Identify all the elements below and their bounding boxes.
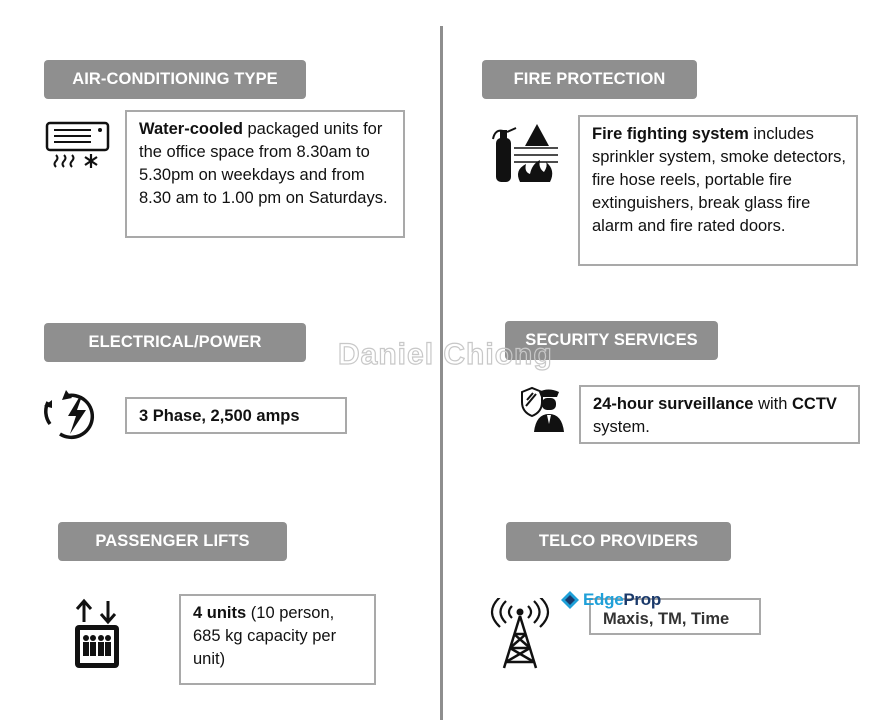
telecom-tower-icon [486,598,554,670]
fire-bold: Fire fighting system [592,125,749,143]
aircon-bold: Water-cooled [139,120,243,138]
electrical-bold: 3 Phase, 2,500 amps [139,407,300,425]
security-text-2: system. [593,418,650,436]
telco-bold: Maxis, TM, Time [603,610,730,628]
security-heading: SECURITY SERVICES [505,321,718,360]
aircon-heading: AIR-CONDITIONING TYPE [44,60,306,99]
security-description [579,385,860,444]
edgeprop-logo-text [583,590,661,610]
edgeprop-logo-prop: Prop [623,590,661,609]
elevator-icon [72,598,122,670]
edgeprop-logo-edge: Edge [583,590,624,609]
aircon-description [125,110,405,238]
electrical-heading: ELECTRICAL/POWER [44,323,306,362]
fire-description [578,115,858,266]
security-bold-2: CCTV [792,395,837,413]
fire-heading: FIRE PROTECTION [482,60,697,99]
center-divider [440,26,443,720]
power-icon [44,388,104,442]
edgeprop-logo [560,590,661,610]
security-bold-1: 24-hour surveillance [593,395,754,413]
electrical-description [125,397,347,434]
aircon-text: packaged units for the office space from 8.30am to 5.30pm on weekdays and from 8.30 am to 1.00 pm on Saturdays. [139,120,388,207]
security-text-1: with [753,395,792,413]
lifts-description [179,594,376,685]
lifts-bold: 4 units [193,604,247,622]
lifts-heading: PASSENGER LIFTS [58,522,287,561]
edgeprop-logo-icon [560,590,580,610]
security-guard-icon [512,386,566,432]
fire-text: includes sprinkler system, smoke detectors, fire hose reels, portable fire extinguishers, break glass fire alarm and fire rated doors. [592,125,846,235]
watermark: Daniel Chiong [338,338,553,371]
lifts-text: (10 person, 685 kg capacity per unit) [193,604,337,668]
telco-heading: TELCO PROVIDERS [506,522,731,561]
fire-extinguisher-icon [492,122,560,184]
aircon-icon [45,121,111,171]
